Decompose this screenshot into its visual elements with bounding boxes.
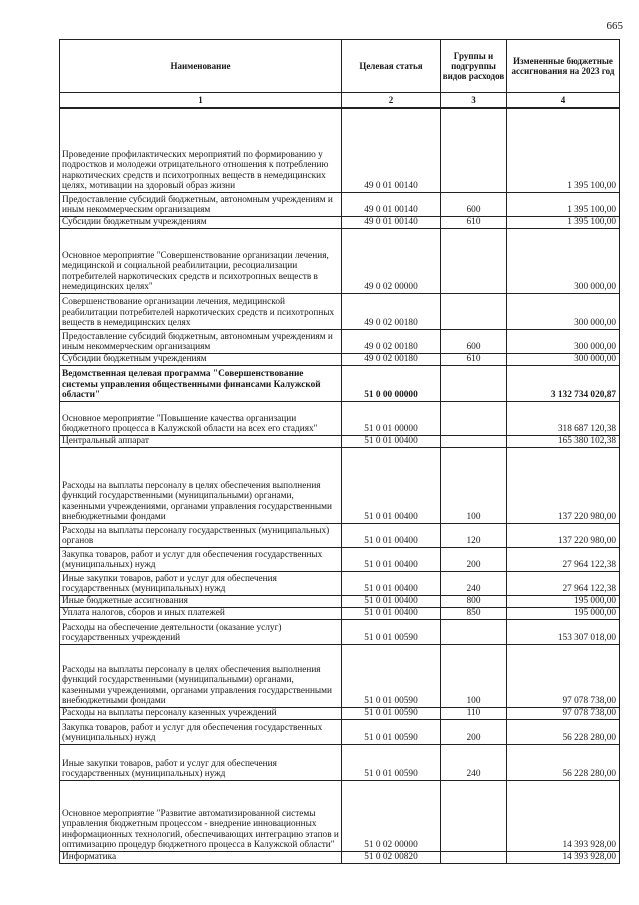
cell-code: 51 0 01 00590 (342, 619, 441, 644)
cell-amount: 14 393 928,00 (507, 851, 620, 863)
cell-code: 51 0 02 00000 (342, 780, 441, 851)
cell-amount: 153 307 018,00 (507, 619, 620, 644)
header-code: Целевая статья (342, 40, 441, 93)
table-row (60, 707, 620, 719)
cell-code: 51 0 01 00000 (342, 401, 441, 435)
cell-code: 51 0 01 00590 (342, 644, 441, 707)
cell-amount: 1 395 100,00 (507, 108, 620, 192)
cell-code: 49 0 01 00140 (342, 192, 441, 216)
cell-name: Расходы на выплаты персоналу в целях обеспечения выполнения функций государственными (муниципальными) органами, казенными учреждениями, органами управления государственными внебюджетными фондами (60, 644, 342, 707)
column-number-row (60, 93, 620, 109)
cell-code: 51 0 02 00820 (342, 851, 441, 863)
table-row (60, 353, 620, 365)
cell-amount: 1 395 100,00 (507, 216, 620, 228)
table-row (60, 547, 620, 571)
header-name: Наименование (60, 40, 342, 93)
table-row (60, 401, 620, 435)
cell-group (441, 619, 507, 644)
cell-code: 49 0 01 00140 (342, 108, 441, 192)
cell-amount: 27 964 122,38 (507, 571, 620, 595)
cell-name: Центральный аппарат (60, 435, 342, 447)
column-number: 4 (507, 93, 620, 109)
cell-name: Совершенствование организации лечения, медицинской реабилитации потребителей наркотических средств и психотропных веществ в немедицинских целях (60, 293, 342, 329)
cell-amount: 56 228 280,00 (507, 719, 620, 744)
table-header-row (60, 40, 620, 93)
cell-name: Основное мероприятие "Совершенствование организации лечения, медицинской и социальной реабилитации, ресоциализации потребителей наркотических средств и психотропных веществ в немедицинских целях" (60, 228, 342, 293)
cell-amount: 195 000,00 (507, 607, 620, 619)
cell-group: 850 (441, 607, 507, 619)
cell-name: Субсидии бюджетным учреждениям (60, 353, 342, 365)
table-row (60, 644, 620, 707)
cell-name: Информатика (60, 851, 342, 863)
header-amount: Измененные бюджетные ассигнования на 2023 год (507, 40, 620, 93)
table-body (60, 108, 620, 863)
cell-group: 610 (441, 353, 507, 365)
cell-code: 51 0 01 00590 (342, 707, 441, 719)
table-row (60, 435, 620, 447)
cell-group: 100 (441, 644, 507, 707)
cell-code: 51 0 01 00400 (342, 571, 441, 595)
cell-group: 800 (441, 595, 507, 607)
cell-code: 51 0 01 00400 (342, 547, 441, 571)
table-row (60, 619, 620, 644)
cell-amount: 300 000,00 (507, 353, 620, 365)
cell-code: 51 0 01 00590 (342, 719, 441, 744)
cell-amount: 300 000,00 (507, 228, 620, 293)
cell-name: Ведомственная целевая программа "Совершенствование системы управления общественными финансами Калужской области" (60, 365, 342, 401)
cell-code: 49 0 02 00180 (342, 293, 441, 329)
cell-amount: 300 000,00 (507, 293, 620, 329)
table-row (60, 780, 620, 851)
table-row (60, 595, 620, 607)
cell-code: 49 0 02 00000 (342, 228, 441, 293)
cell-name: Предоставление субсидий бюджетным, автономным учреждениям и иным некоммерческим организациям (60, 329, 342, 353)
cell-amount: 1 395 100,00 (507, 192, 620, 216)
cell-name: Предоставление субсидий бюджетным, автономным учреждениям и иным некоммерческим организациям (60, 192, 342, 216)
cell-amount: 3 132 734 020,87 (507, 365, 620, 401)
page-number: 665 (606, 20, 623, 32)
cell-group: 240 (441, 571, 507, 595)
cell-group (441, 780, 507, 851)
cell-amount: 165 380 102,38 (507, 435, 620, 447)
cell-name: Расходы на выплаты персоналу государственных (муниципальных) органов (60, 523, 342, 547)
cell-amount: 318 687 120,38 (507, 401, 620, 435)
header-group: Группы и подгруппы видов расходов (441, 40, 507, 93)
table-row (60, 523, 620, 547)
table-row (60, 108, 620, 192)
cell-group: 240 (441, 744, 507, 780)
cell-name: Проведение профилактических мероприятий по формированию у подростков и молодежи отрицательного отношения к потреблению наркотических средств и психотропных веществ в немедицинских целях, мотивации на здоровый образ жизни (60, 108, 342, 192)
cell-group (441, 435, 507, 447)
cell-amount: 300 000,00 (507, 329, 620, 353)
cell-code: 49 0 01 00140 (342, 216, 441, 228)
budget-table (59, 39, 620, 864)
cell-code: 51 0 01 00400 (342, 447, 441, 523)
cell-group: 100 (441, 447, 507, 523)
table-row (60, 851, 620, 863)
cell-amount: 27 964 122,38 (507, 547, 620, 571)
cell-group (441, 228, 507, 293)
table-row (60, 719, 620, 744)
cell-amount: 97 078 738,00 (507, 644, 620, 707)
column-number: 2 (342, 93, 441, 109)
cell-group (441, 851, 507, 863)
table-row (60, 365, 620, 401)
cell-group: 610 (441, 216, 507, 228)
table-row (60, 744, 620, 780)
cell-code: 51 0 01 00400 (342, 523, 441, 547)
cell-code: 51 0 01 00400 (342, 595, 441, 607)
cell-code: 51 0 01 00400 (342, 435, 441, 447)
cell-name: Основное мероприятие "Развитие автоматизированной системы управления бюджетным процессом - внедрение инновационных информационных технологий, обеспечивающих интеграцию этапов и оптимизацию процедур бюджетного процесса в Калужской области" (60, 780, 342, 851)
cell-amount: 195 000,00 (507, 595, 620, 607)
cell-code: 49 0 02 00180 (342, 353, 441, 365)
table-row (60, 293, 620, 329)
cell-group: 120 (441, 523, 507, 547)
cell-name: Уплата налогов, сборов и иных платежей (60, 607, 342, 619)
table-row (60, 228, 620, 293)
cell-name: Иные закупки товаров, работ и услуг для обеспечения государственных (муниципальных) нужд (60, 744, 342, 780)
cell-group: 600 (441, 329, 507, 353)
cell-group (441, 401, 507, 435)
cell-group (441, 365, 507, 401)
cell-name: Расходы на обеспечение деятельности (оказание услуг) государственных учреждений (60, 619, 342, 644)
table-row (60, 447, 620, 523)
cell-group: 200 (441, 719, 507, 744)
table-row (60, 607, 620, 619)
cell-name: Закупка товаров, работ и услуг для обеспечения государственных (муниципальных) нужд (60, 719, 342, 744)
cell-name: Расходы на выплаты персоналу в целях обеспечения выполнения функций государственными (муниципальными) органами, казенными учреждениями, органами управления государственными внебюджетными фондами (60, 447, 342, 523)
cell-amount: 137 220 980,00 (507, 523, 620, 547)
cell-name: Иные бюджетные ассигнования (60, 595, 342, 607)
cell-group: 600 (441, 192, 507, 216)
cell-group (441, 108, 507, 192)
cell-code: 49 0 02 00180 (342, 329, 441, 353)
cell-code: 51 0 00 00000 (342, 365, 441, 401)
column-number: 3 (441, 93, 507, 109)
cell-group (441, 293, 507, 329)
cell-amount: 14 393 928,00 (507, 780, 620, 851)
cell-group: 200 (441, 547, 507, 571)
cell-code: 51 0 01 00400 (342, 607, 441, 619)
table-row (60, 571, 620, 595)
cell-name: Иные закупки товаров, работ и услуг для обеспечения государственных (муниципальных) нужд (60, 571, 342, 595)
cell-name: Расходы на выплаты персоналу казенных учреждений (60, 707, 342, 719)
cell-name: Основное мероприятие "Повышение качества организации бюджетного процесса в Калужской области на всех его стадиях" (60, 401, 342, 435)
column-number: 1 (60, 93, 342, 109)
table-row (60, 329, 620, 353)
cell-name: Закупка товаров, работ и услуг для обеспечения государственных (муниципальных) нужд (60, 547, 342, 571)
cell-code: 51 0 01 00590 (342, 744, 441, 780)
cell-name: Субсидии бюджетным учреждениям (60, 216, 342, 228)
table-row (60, 192, 620, 216)
cell-amount: 137 220 980,00 (507, 447, 620, 523)
cell-amount: 97 078 738,00 (507, 707, 620, 719)
cell-group: 110 (441, 707, 507, 719)
cell-amount: 56 228 280,00 (507, 744, 620, 780)
table-row (60, 216, 620, 228)
